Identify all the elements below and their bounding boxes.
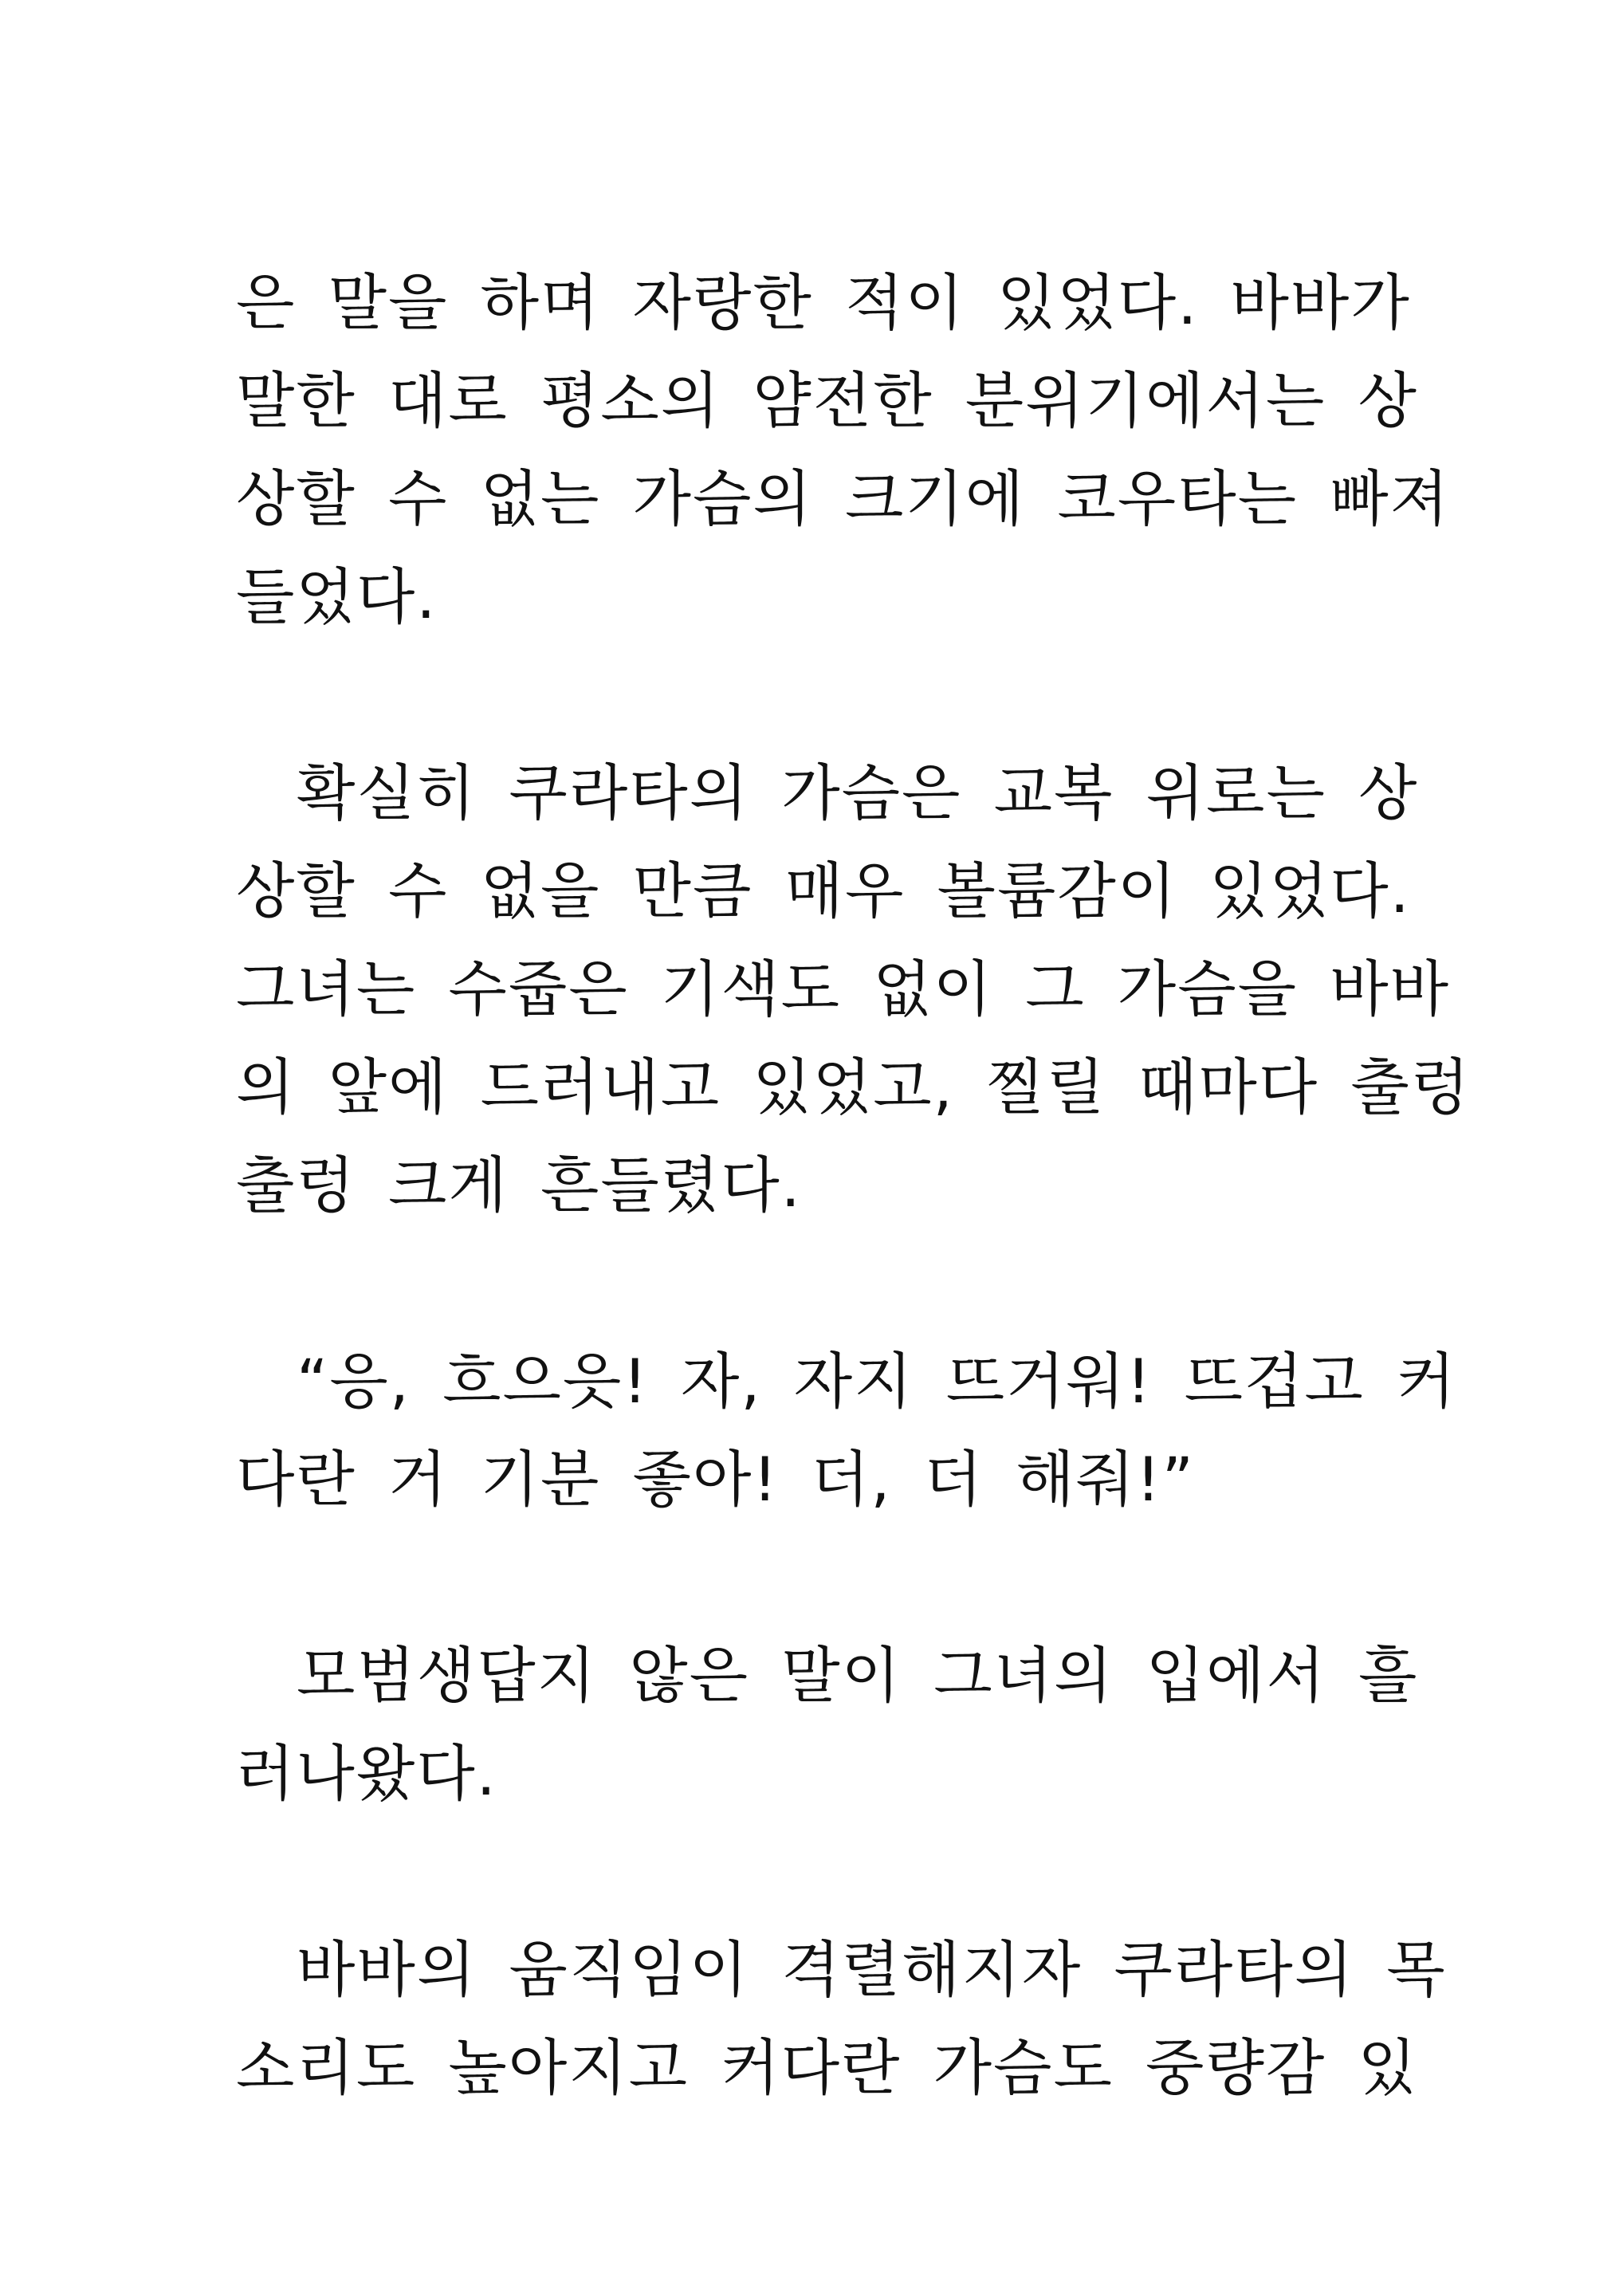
text-line: 출렁 크게 흔들렸다. [236,1150,802,1221]
text-line: 말한 대로 평소의 얌전한 분위기에서는 상 [236,365,1418,436]
paragraph-5 [236,1921,1447,2117]
text-line: 상할 수 없을 만큼 매우 볼륨감이 있었다. [236,855,1411,926]
text-line: 확실히 쿠라타의 가슴은 교복 위로는 상 [297,757,1419,828]
text-line: 상할 수 없는 가슴의 크기에 코우타는 빠져 [236,463,1451,534]
text-line: “응, 흐으읏! 자, 자지 뜨거워! 뜨겁고 커 [297,1346,1457,1417]
text-line: 은 말을 하며 자랑한 적이 있었다. 바바가 [236,267,1411,338]
text-line: 바바의 움직임이 격렬해지자 쿠라타의 목 [297,1934,1447,2005]
text-line: 들었다. [236,561,438,632]
paragraph-2 [236,744,1472,1234]
text-line: 소리도 높아지고 커다란 가슴도 중량감 있 [236,2032,1418,2103]
text-line: 의 앞에 드러내고 있었고, 찔릴 때마다 출렁 [236,1052,1472,1122]
text-line: 다란 거 기분 좋아! 더, 더 해줘!” [236,1444,1195,1515]
paragraph-4 [236,1626,1419,1822]
text-line: 러나왔다. [236,1738,497,1809]
paragraph-1 [236,254,1451,646]
text-line: 그녀는 수줍은 기색도 없이 그 가슴을 바바 [236,953,1451,1024]
text-line: 모범생답지 않은 말이 그녀의 입에서 흘 [297,1640,1419,1711]
document-page [236,254,1472,2215]
paragraph-3-dialogue [236,1332,1457,1528]
